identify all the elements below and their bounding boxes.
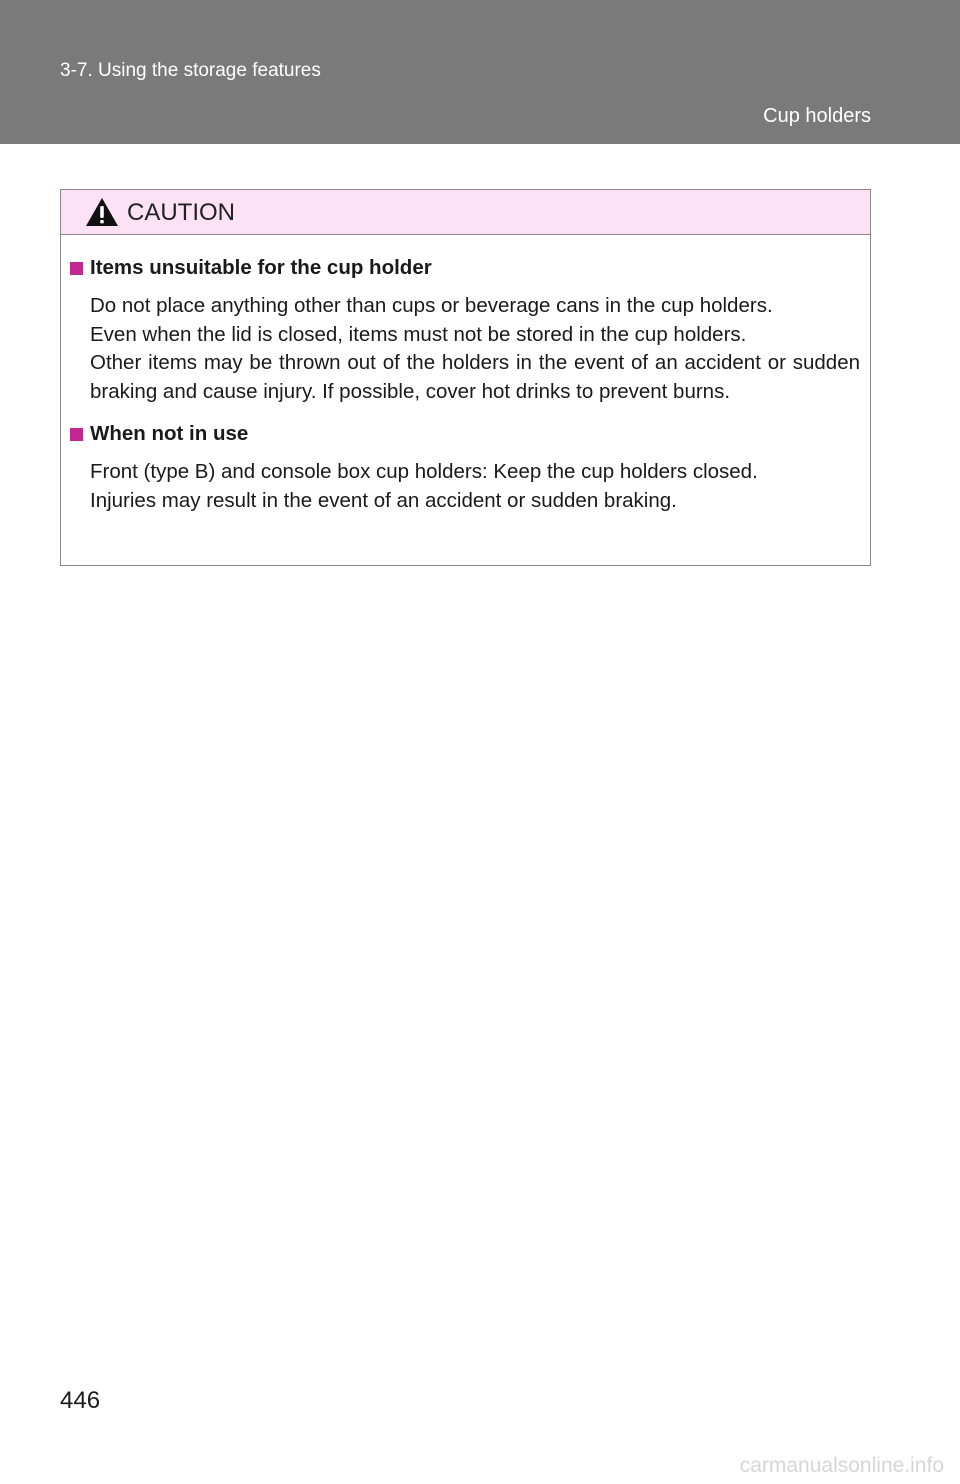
caution-item-heading [70,420,860,448]
caution-paragraph [70,349,860,406]
paragraph-line: Do not place anything other than cups or beverage cans in the cup holders. [90,294,773,317]
paragraph-line: Even when the lid is closed, items must not be stored in the cup holders. [90,322,747,346]
caution-paragraph [70,487,860,516]
item-heading-text: When not in use [90,422,249,445]
section-title: 3-7. Using the storage features [60,60,321,81]
caution-title: CAUTION [127,199,235,226]
caution-paragraph [70,321,860,350]
bullet-square-icon [70,428,83,441]
watermark: carmanualsonline.info [739,1454,944,1477]
caution-item-heading [70,254,860,282]
caution-header [61,190,870,235]
page-header [0,0,960,144]
bullet-square-icon [70,262,83,275]
caution-body [61,235,870,515]
item-heading-text: Items unsuitable for the cup holder [90,256,432,279]
topic-title: Cup holders [763,105,871,127]
page-number: 446 [60,1387,101,1414]
caution-paragraph [70,458,860,487]
paragraph-line: Other items may be thrown out of the holders in the event of an accident or sudden braking and cause injury. If possible, cover hot drinks to prevent burns. [90,351,860,403]
warning-triangle-icon [85,197,119,227]
paragraph-line: Front (type B) and console box cup holders: Keep the cup holders closed. [90,460,758,483]
caution-box [60,189,871,566]
caution-paragraph [70,292,860,321]
paragraph-line: Injuries may result in the event of an accident or sudden braking. [90,488,677,512]
